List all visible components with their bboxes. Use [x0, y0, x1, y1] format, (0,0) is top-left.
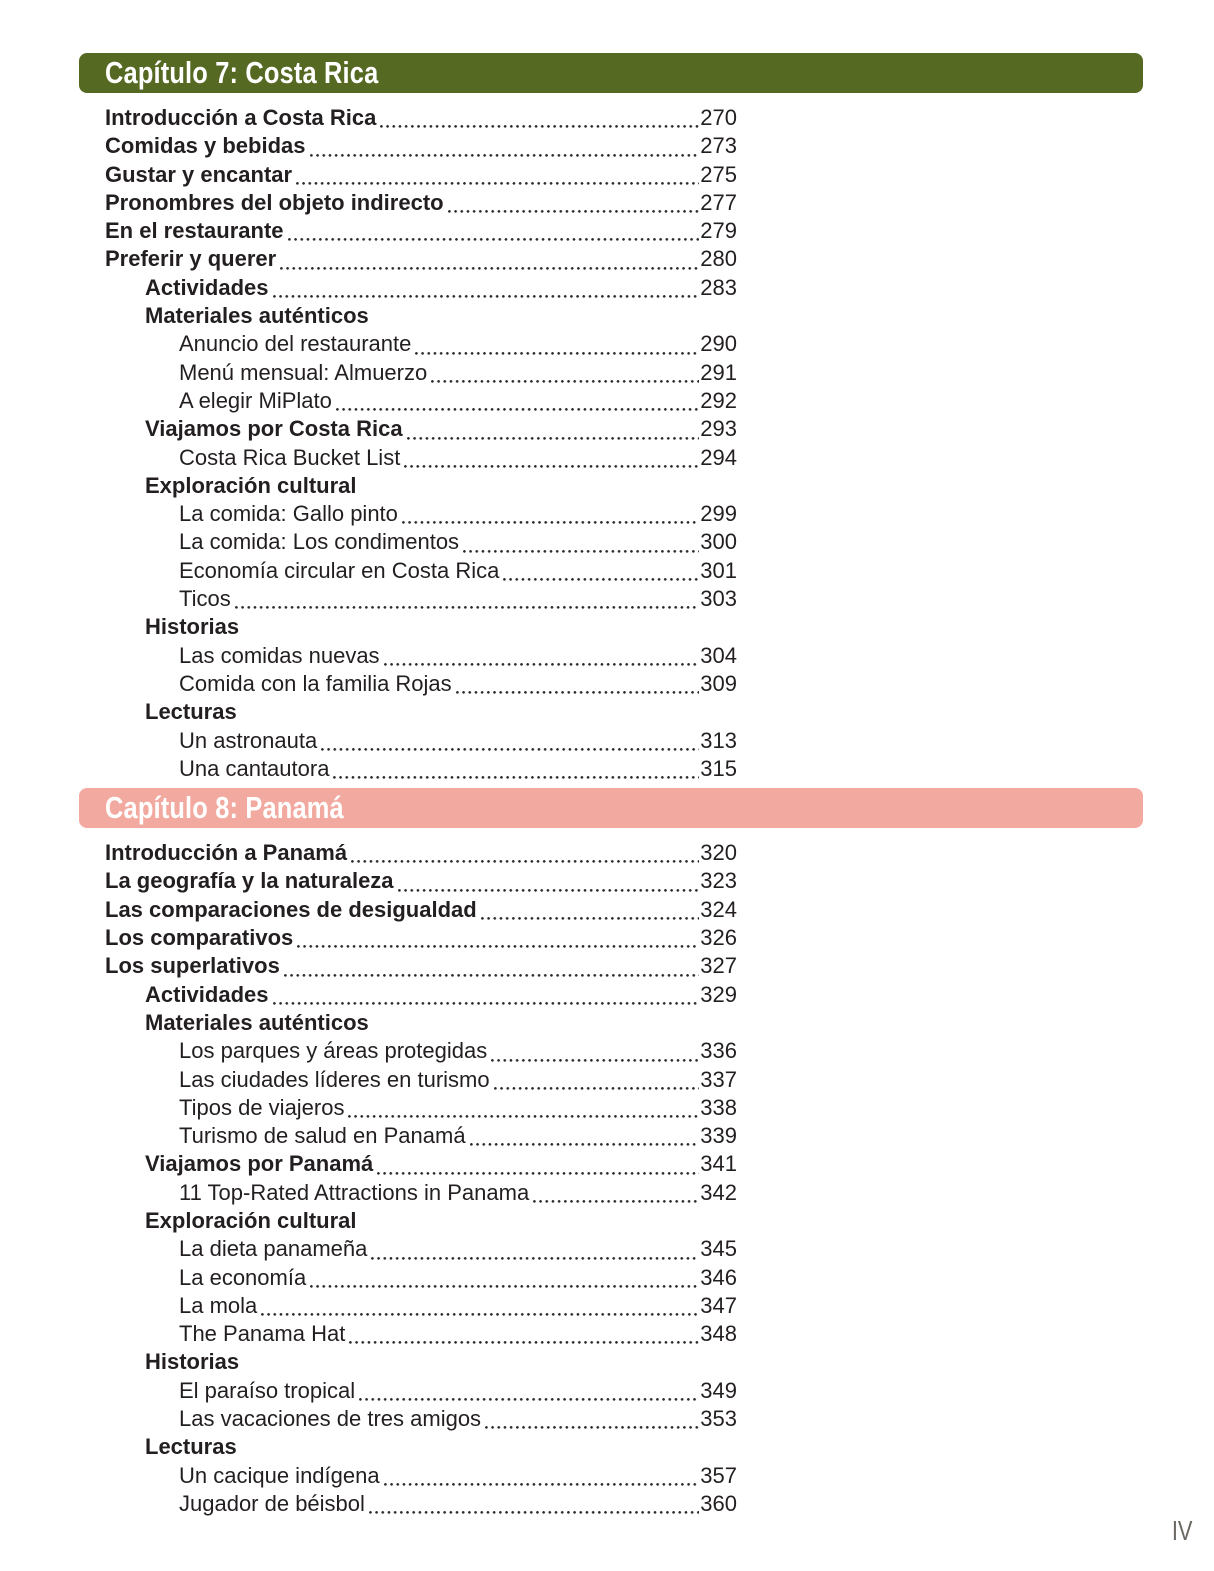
toc-entry-page-number: 280 — [700, 246, 737, 272]
chapter-7-section — [0, 53, 1214, 784]
toc-entry-label: A elegir MiPlato — [179, 387, 332, 413]
toc-row — [105, 1491, 737, 1519]
dot-leader — [485, 1425, 699, 1430]
toc-entry-label: Menú mensual: Almuerzo — [179, 359, 428, 385]
toc-entry-page-number: 315 — [700, 755, 737, 781]
toc-row — [105, 1095, 737, 1123]
toc-entry-label: Los comparativos — [105, 925, 294, 951]
toc-entry-label: Tipos de viajeros — [179, 1094, 345, 1120]
toc-entry-page-number: 320 — [700, 840, 737, 866]
dot-leader — [491, 1058, 699, 1063]
dot-leader — [273, 294, 700, 299]
toc-row — [105, 162, 737, 190]
toc-entry-page-number: 346 — [700, 1264, 737, 1290]
toc-entry-page-number: 336 — [700, 1038, 737, 1064]
toc-entry-label: Las vacaciones de tres amigos — [179, 1406, 482, 1432]
toc-row — [105, 1123, 737, 1151]
toc-entry-label: Comidas y bebidas — [105, 133, 306, 159]
toc-entry-label: Lecturas — [145, 1434, 237, 1460]
toc-entry-label: Las ciudades líderes en turismo — [179, 1066, 490, 1092]
dot-leader — [503, 577, 699, 582]
dot-leader — [533, 1199, 699, 1204]
toc-entry-page-number: 309 — [700, 670, 737, 696]
toc-row — [105, 246, 737, 274]
dot-leader — [348, 1114, 699, 1119]
toc-entry-page-number: 323 — [700, 868, 737, 894]
toc-entry-page-number: 348 — [700, 1321, 737, 1347]
toc-row — [105, 756, 737, 784]
toc-row — [105, 1349, 737, 1377]
toc-entry-page-number: 290 — [700, 331, 737, 357]
toc-row — [105, 1067, 737, 1095]
chapter-7-title: Capítulo 7: Costa Rica — [105, 55, 379, 90]
dot-leader — [261, 1312, 699, 1317]
toc-entry-label: Una cantautora — [179, 755, 330, 781]
toc-entry-page-number: 353 — [700, 1406, 737, 1432]
toc-entry-page-number: 283 — [700, 274, 737, 300]
toc-row — [105, 558, 737, 586]
toc-entry-page-number: 300 — [700, 529, 737, 555]
toc-entry-label: La comida: Los condimentos — [179, 529, 460, 555]
toc-row — [105, 360, 737, 388]
dot-leader — [296, 181, 699, 186]
dot-leader — [404, 464, 699, 469]
toc-entry-label: Las comidas nuevas — [179, 642, 380, 668]
toc-entry-label: Historias — [145, 614, 240, 640]
toc-entry-label: Historias — [145, 1349, 240, 1375]
toc-entry-page-number: 349 — [700, 1377, 737, 1403]
toc-row — [105, 1265, 737, 1293]
toc-entry-page-number: 357 — [700, 1462, 737, 1488]
toc-entry-page-number: 293 — [700, 416, 737, 442]
chapter-8-section — [0, 788, 1214, 1519]
toc-entry-label: La comida: Gallo pinto — [179, 501, 398, 527]
toc-entry-label: Exploración cultural — [145, 472, 357, 498]
toc-row — [105, 1010, 737, 1038]
toc-entry-label: Economía circular en Costa Rica — [179, 557, 500, 583]
toc-row — [105, 840, 737, 868]
toc-entry-label: La geografía y la naturaleza — [105, 868, 394, 894]
toc-row — [105, 982, 737, 1010]
dot-leader — [280, 266, 699, 271]
toc-entry-label: Ticos — [179, 586, 231, 612]
dot-leader — [463, 549, 699, 554]
toc-entry-page-number: 299 — [700, 501, 737, 527]
toc-entry-page-number: 339 — [700, 1123, 737, 1149]
folio-page-number: IV — [1171, 1515, 1192, 1546]
toc-row — [105, 925, 737, 953]
chapter-8-toc-list — [105, 840, 737, 1519]
toc-entry-page-number: 327 — [700, 953, 737, 979]
dot-leader — [321, 747, 699, 752]
toc-entry-label: Jugador de béisbol — [179, 1490, 365, 1516]
toc-row — [105, 699, 737, 727]
toc-entry-label: Actividades — [145, 274, 269, 300]
toc-row — [105, 1321, 737, 1349]
toc-entry-label: Gustar y encantar — [105, 161, 293, 187]
toc-entry-label: Introducción a Panamá — [105, 840, 348, 866]
toc-entry-label: En el restaurante — [105, 218, 284, 244]
toc-row — [105, 303, 737, 331]
toc-entry-page-number: 279 — [700, 218, 737, 244]
toc-row — [105, 671, 737, 699]
toc-entry-label: Pronombres del objeto indirecto — [105, 189, 444, 215]
toc-row — [105, 529, 737, 557]
toc-entry-label: 11 Top-Rated Attractions in Panama — [179, 1179, 530, 1205]
dot-leader — [371, 1256, 699, 1261]
toc-row — [105, 133, 737, 161]
toc-row — [105, 1180, 737, 1208]
toc-entry-page-number: 277 — [700, 189, 737, 215]
chapter-7-toc-list — [105, 105, 737, 784]
toc-row — [105, 1378, 737, 1406]
dot-leader — [284, 973, 699, 978]
dot-leader — [431, 379, 699, 384]
toc-entry-page-number: 304 — [700, 642, 737, 668]
toc-entry-label: Las comparaciones de desigualdad — [105, 896, 477, 922]
chapter-7-header-bar — [79, 53, 1143, 93]
toc-row — [105, 1151, 737, 1179]
toc-row — [105, 473, 737, 501]
toc-entry-page-number: 326 — [700, 925, 737, 951]
toc-entry-page-number: 338 — [700, 1094, 737, 1120]
dot-leader — [407, 436, 700, 441]
toc-entry-page-number: 292 — [700, 387, 737, 413]
dot-leader — [297, 944, 699, 949]
toc-row — [105, 218, 737, 246]
toc-row — [105, 614, 737, 642]
dot-leader — [288, 237, 700, 242]
toc-entry-label: Viajamos por Panamá — [145, 1151, 374, 1177]
toc-entry-page-number: 337 — [700, 1066, 737, 1092]
toc-entry-page-number: 345 — [700, 1236, 737, 1262]
toc-row — [105, 275, 737, 303]
dot-leader — [377, 1171, 699, 1176]
toc-entry-page-number: 303 — [700, 586, 737, 612]
toc-entry-label: Materiales auténticos — [145, 1009, 369, 1035]
toc-entry-label: Costa Rica Bucket List — [179, 444, 401, 470]
toc-entry-page-number: 291 — [700, 359, 737, 385]
dot-leader — [456, 690, 700, 695]
toc-entry-label: Los parques y áreas protegidas — [179, 1038, 488, 1064]
toc-row — [105, 868, 737, 896]
toc-row — [105, 1208, 737, 1236]
toc-entry-label: Lecturas — [145, 699, 237, 725]
toc-row — [105, 1406, 737, 1434]
toc-entry-page-number: 341 — [700, 1151, 737, 1177]
toc-row — [105, 416, 737, 444]
toc-entry-label: Viajamos por Costa Rica — [145, 416, 403, 442]
dot-leader — [481, 916, 700, 921]
toc-entry-label: Preferir y querer — [105, 246, 277, 272]
toc-entry-label: La economía — [179, 1264, 307, 1290]
dot-leader — [384, 662, 700, 667]
dot-leader — [448, 209, 700, 214]
dot-leader — [333, 775, 699, 780]
toc-entry-label: Materiales auténticos — [145, 303, 369, 329]
toc-entry-label: Comida con la familia Rojas — [179, 670, 452, 696]
toc-entry-label: Introducción a Costa Rica — [105, 105, 377, 130]
toc-row — [105, 953, 737, 981]
dot-leader — [369, 1510, 699, 1515]
toc-row — [105, 728, 737, 756]
toc-row — [105, 586, 737, 614]
toc-entry-page-number: 270 — [700, 105, 737, 130]
toc-entry-label: La dieta panameña — [179, 1236, 368, 1262]
toc-entry-page-number: 273 — [700, 133, 737, 159]
toc-row — [105, 190, 737, 218]
toc-entry-label: Exploración cultural — [145, 1207, 357, 1233]
toc-row — [105, 1038, 737, 1066]
dot-leader — [336, 407, 699, 412]
toc-entry-label: Actividades — [145, 981, 269, 1007]
toc-row — [105, 501, 737, 529]
toc-row — [105, 331, 737, 359]
dot-leader — [470, 1142, 700, 1147]
toc-entry-page-number: 360 — [700, 1490, 737, 1516]
dot-leader — [349, 1340, 699, 1345]
toc-entry-label: Los superlativos — [105, 953, 280, 979]
toc-entry-label: Anuncio del restaurante — [179, 331, 412, 357]
dot-leader — [402, 520, 699, 525]
dot-leader — [310, 1284, 699, 1289]
dot-leader — [359, 1397, 699, 1402]
toc-entry-label: El paraíso tropical — [179, 1377, 356, 1403]
chapter-8-title: Capítulo 8: Panamá — [105, 790, 344, 826]
toc-entry-page-number: 294 — [700, 444, 737, 470]
toc-entry-page-number: 329 — [700, 981, 737, 1007]
dot-leader — [273, 1001, 700, 1006]
dot-leader — [494, 1086, 700, 1091]
dot-leader — [351, 859, 699, 864]
toc-entry-page-number: 313 — [700, 727, 737, 753]
toc-entry-label: Un astronauta — [179, 727, 318, 753]
toc-entry-label: The Panama Hat — [179, 1321, 346, 1347]
dot-leader — [380, 124, 699, 129]
toc-entry-page-number: 342 — [700, 1179, 737, 1205]
chapter-8-header-bar — [79, 788, 1143, 828]
toc-row — [105, 105, 737, 133]
dot-leader — [384, 1482, 700, 1487]
toc-row — [105, 1293, 737, 1321]
toc-entry-page-number: 324 — [700, 896, 737, 922]
toc-entry-page-number: 301 — [700, 557, 737, 583]
toc-row — [105, 1463, 737, 1491]
toc-entry-page-number: 275 — [700, 161, 737, 187]
toc-row — [105, 1236, 737, 1264]
dot-leader — [310, 153, 700, 158]
toc-row — [105, 1434, 737, 1462]
toc-row — [105, 897, 737, 925]
toc-entry-page-number: 347 — [700, 1292, 737, 1318]
toc-row — [105, 643, 737, 671]
toc-entry-label: La mola — [179, 1292, 258, 1318]
toc-row — [105, 445, 737, 473]
toc-entry-label: Turismo de salud en Panamá — [179, 1123, 466, 1149]
toc-row — [105, 388, 737, 416]
dot-leader — [415, 351, 699, 356]
dot-leader — [235, 605, 700, 610]
toc-entry-label: Un cacique indígena — [179, 1462, 380, 1488]
dot-leader — [398, 888, 700, 893]
